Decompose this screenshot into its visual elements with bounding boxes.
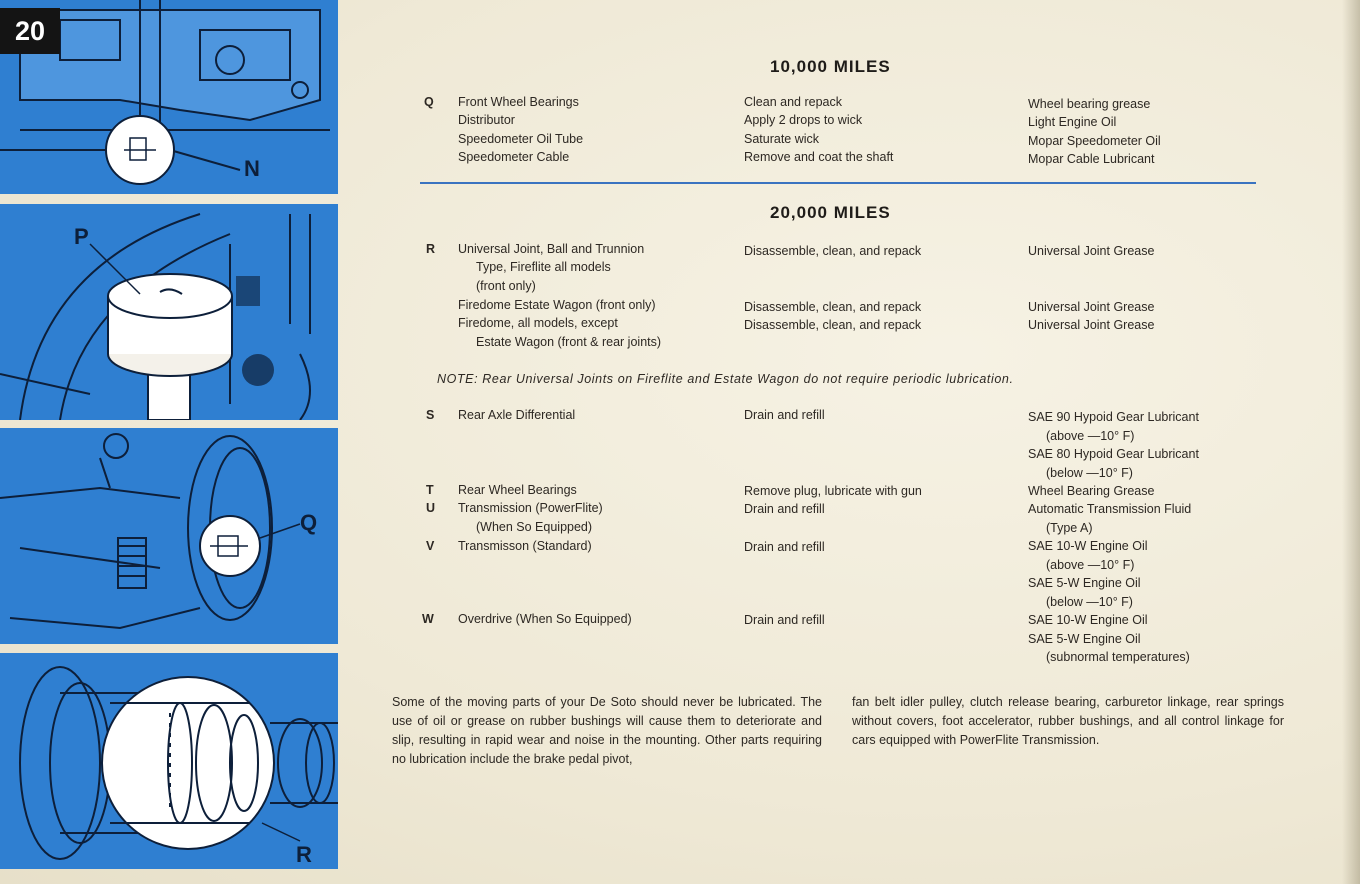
part-q-4: Speedometer Cable xyxy=(458,150,570,164)
lubricant-w-1: SAE 10-W Engine Oil xyxy=(1028,613,1148,627)
part-w: Overdrive (When So Equipped) xyxy=(458,612,632,626)
part-r-3: (front only) xyxy=(476,279,536,293)
operation-w: Drain and refill xyxy=(744,613,825,627)
part-r-2: Type, Fireflite all models xyxy=(476,260,611,274)
universal-joint-drawing xyxy=(0,653,338,869)
part-q-1: Front Wheel Bearings xyxy=(458,95,579,109)
part-r-1: Universal Joint, Ball and Trunnion xyxy=(458,242,645,256)
part-r-5: Firedome, all models, except xyxy=(458,316,618,330)
operation-q-3: Saturate wick xyxy=(744,132,820,146)
lubricant-q-2: Light Engine Oil xyxy=(1028,115,1117,129)
part-r-6: Estate Wagon (front & rear joints) xyxy=(476,335,662,349)
item-letter-v: V xyxy=(426,539,435,553)
lubricant-r-3: Universal Joint Grease xyxy=(1028,318,1155,332)
illustration-label-r: R xyxy=(296,842,313,867)
part-q-3: Speedometer Oil Tube xyxy=(458,132,584,146)
note-rear-universal-joints: NOTE: Rear Universal Joints on Fireflite and Estate Wagon do not require periodic lubrication. xyxy=(437,372,1014,386)
operation-s: Drain and refill xyxy=(744,408,825,422)
part-u-1: Transmission (PowerFlite) xyxy=(458,501,603,515)
lubricant-v-1: SAE 10-W Engine Oil xyxy=(1028,539,1148,553)
lubricant-r-2: Universal Joint Grease xyxy=(1028,300,1155,314)
item-letter-t: T xyxy=(426,483,434,497)
lubricant-w-2: SAE 5-W Engine Oil xyxy=(1028,632,1141,646)
page-number: 20 xyxy=(0,8,60,54)
lubricant-s-2: (above —10° F) xyxy=(1046,429,1135,443)
lubricant-q-1: Wheel bearing grease xyxy=(1028,97,1151,111)
operation-q-1: Clean and repack xyxy=(744,95,842,109)
illustration-label-q: Q xyxy=(300,510,319,535)
lubricant-t: Wheel Bearing Grease xyxy=(1028,484,1155,498)
item-letter-q: Q xyxy=(424,95,434,109)
lubricant-s-4: (below —10° F) xyxy=(1046,466,1133,480)
operation-r-2: Disassemble, clean, and repack xyxy=(744,300,922,314)
lubricant-s-1: SAE 90 Hypoid Gear Lubricant xyxy=(1028,410,1199,424)
item-letter-s: S xyxy=(426,408,435,422)
part-s: Rear Axle Differential xyxy=(458,408,576,422)
operation-q-2: Apply 2 drops to wick xyxy=(744,113,863,127)
operation-t: Remove plug, lubricate with gun xyxy=(744,484,922,498)
item-letter-u: U xyxy=(426,501,436,515)
operation-r-3: Disassemble, clean, and repack xyxy=(744,318,922,332)
lubricant-v-3: SAE 5-W Engine Oil xyxy=(1028,576,1141,590)
item-letter-w: W xyxy=(422,612,434,626)
lubricant-u-2: (Type A) xyxy=(1046,521,1093,535)
operation-v: Drain and refill xyxy=(744,540,825,554)
operation-r-1: Disassemble, clean, and repack xyxy=(744,244,922,258)
item-letter-r: R xyxy=(426,242,436,256)
illustration-universal-joint xyxy=(0,653,338,869)
illustration-label-p: P xyxy=(74,224,90,249)
header-10000-miles: 10,000 MILES xyxy=(770,57,891,76)
illustration-air-cleaner xyxy=(0,204,338,420)
paragraph-no-lubrication-left: Some of the moving parts of your De Soto should never be lubricated. The use of oil or grease on rubber bushings will cause them to deteriorate and slip, resulting in rapid wear and noise in the mounting. Other parts requiring no lubrication include the brake pedal pivot, xyxy=(392,695,822,766)
lubricant-s-3: SAE 80 Hypoid Gear Lubricant xyxy=(1028,447,1199,461)
lubricant-r-1: Universal Joint Grease xyxy=(1028,244,1155,258)
lubricant-q-4: Mopar Cable Lubricant xyxy=(1028,152,1155,166)
operation-u: Drain and refill xyxy=(744,502,825,516)
lubricant-w-3: (subnormal temperatures) xyxy=(1046,650,1190,664)
illustration-front-wheel xyxy=(0,428,338,644)
operation-q-4: Remove and coat the shaft xyxy=(744,150,894,164)
lubricant-q-3: Mopar Speedometer Oil xyxy=(1028,134,1161,148)
page-spine-shadow xyxy=(1342,0,1360,884)
air-cleaner-drawing xyxy=(0,204,338,420)
part-t: Rear Wheel Bearings xyxy=(458,483,577,497)
header-20000-miles: 20,000 MILES xyxy=(770,203,891,222)
part-v: Transmisson (Standard) xyxy=(458,539,592,553)
illustration-label-n: N xyxy=(244,156,261,181)
lubricant-u-1: Automatic Transmission Fluid xyxy=(1028,502,1192,516)
section-divider xyxy=(420,182,1256,184)
part-r-4: Firedome Estate Wagon (front only) xyxy=(458,298,656,312)
front-wheel-drawing xyxy=(0,428,338,644)
lubricant-v-2: (above —10° F) xyxy=(1046,558,1135,572)
part-q-2: Distributor xyxy=(458,113,515,127)
paragraph-no-lubrication-right: fan belt idler pulley, clutch release bearing, carburetor linkage, rear springs without covers, foot accelerator, rubber bushings, and all control linkage for cars equipped with PowerFlite Transmission. xyxy=(852,695,1284,747)
part-u-2: (When So Equipped) xyxy=(476,520,593,534)
lubricant-v-4: (below —10° F) xyxy=(1046,595,1133,609)
